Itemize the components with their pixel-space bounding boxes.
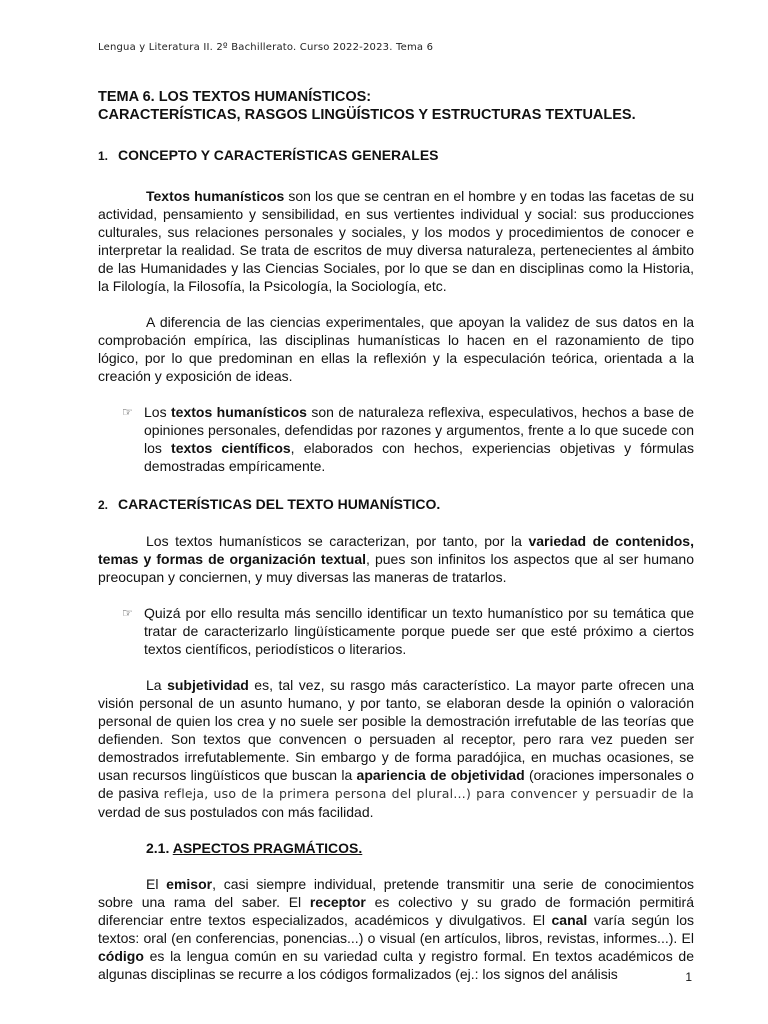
paragraph-text: , pues son infinitos los aspectos que al ser humano preocupan y conciernen, y muy diversas las maneras de tratarlos. [98,551,694,585]
section-2-paragraph-1 [98,532,694,586]
bullet-text: son de naturaleza reflexiva, especulativos, hechos a base de opiniones personales, defendidas por razones y argumentos, frente a lo que sucede con los [144,404,694,456]
paragraph-text: El [146,876,167,892]
term-emisor: emisor [166,876,213,892]
term-apariencia-objetividad: apariencia de objetividad [356,767,525,783]
bullet-text: , elaborados con hechos, experiencias objetivas y fórmulas demostradas empíricamente. [144,440,694,474]
paragraph-text: son los que se centran en el hombre y en todas las facetas de su actividad, pensamiento y sensibilidad, en sus vertientes individual y social: sus producciones culturales, sus relaciones personales y sociales, y los modos y procedimientos de conocer e interpretar la realidad. Se trata de escritos de muy diversa naturaleza, pertenecientes al ámbito de las Humanidades y las Ciencias Sociales, por lo que se dan en disciplinas como la Historia, la Filología, la Filosofía, la Psicología, la Sociología, etc. [98,188,694,294]
document-title-line-2: CARACTERÍSTICAS, RASGOS LINGÜÍSTICOS Y ESTRUCTURAS TEXTUALES. [98,107,636,123]
section-2-heading [98,495,694,514]
section-1-paragraph-1 [98,187,694,295]
paragraph-text-scanned: refleja, uso de la primera persona del plural…) para convencer y persuadir de la [163,786,695,801]
paragraph-text: verdad de sus postulados con más facilidad. [98,804,374,820]
bullet-text: Quizá por ello resulta más sencillo identificar un texto humanístico por su temática que tratar de caracterizarlo lingüísticamente porque puede ser que esté próximo a ciertos textos científicos, periodísticos o literarios. [144,605,694,657]
section-2-title: CARACTERÍSTICAS DEL TEXTO HUMANÍSTICO. [118,496,441,512]
page-number: 1 [685,970,692,984]
term-variedad: variedad de contenidos, temas y formas de organización textual [98,533,694,567]
paragraph-text: , casi siempre individual, pretende transmitir una serie de conocimientos sobre una rama del saber. El [98,876,694,910]
term-canal: canal [551,912,588,928]
paragraph-text: es la lengua común en su variedad culta y registro formal. En textos académicos de algunas disciplinas se recurre a los códigos formalizados (ej.: los signos del análisis [98,948,694,982]
term-receptor: receptor [309,894,366,910]
term-codigo: código [98,948,144,964]
term-textos-humanisticos: Textos humanísticos [146,188,285,204]
section-1-title: CONCEPTO Y CARACTERÍSTICAS GENERALES [118,147,439,163]
paragraph-text: La [146,677,168,693]
section-2-bullet [98,604,694,658]
section-2-number: 2. [98,498,109,512]
section-2-1-title: ASPECTOS PRAGMÁTICOS. [172,840,363,856]
section-1-heading [98,146,694,165]
section-1-bullet [98,403,694,475]
section-2-1-number: 2.1. [146,840,170,856]
document-body [98,88,694,983]
pointing-hand-icon: ☞ [122,606,133,620]
term-subjetividad: subjetividad [167,677,249,693]
section-2-paragraph-2 [98,676,694,821]
pointing-hand-icon: ☞ [122,405,133,419]
paragraph-text: es colectivo y su grado de formación permitirá diferenciar entre textos especializados, académicos y divulgativos. El [98,894,694,928]
running-header: Lengua y Literatura II. 2º Bachillerato. Curso 2022-2023. Tema 6 [98,42,434,53]
section-2-1-paragraph [98,875,694,983]
section-1-paragraph-2: A diferencia de las ciencias experimentales, que apoyan la validez de sus datos en la comprobación empírica, las disciplinas humanísticas lo hacen en el razonamiento de tipo lógico, por lo que predominan en ellas la reflexión y la especulación teórica, orientada a la creación y exposición de ideas. [98,314,694,384]
paragraph-text: (oraciones impersonales o de pasiva [98,767,694,801]
paragraph-text: Los textos humanísticos se caracterizan, por tanto, por la [146,533,529,549]
paragraph-text: varía según los textos: oral (en conferencias, ponencias...) o visual (en artículos, libros, revistas, informes...). El [98,912,694,946]
bullet-text: Los [144,404,172,420]
term-textos-cientificos: textos científicos [171,440,291,456]
term-textos-humanisticos: textos humanísticos [171,404,307,420]
section-1-number: 1. [98,149,109,163]
paragraph-text: es, tal vez, su rasgo más característico. La mayor parte ofrecen una visión personal de un asunto humano, y por tanto, se elaboran desde la opinión o valoración personal de quien los crea y no suele ser posible la demostración irrefutable de las teorías que defienden. Son textos que convencen o persuaden al receptor, pero rara vez pueden ser demostrados irrefutablemente. Sin embargo y de forma paradójica, en muchas ocasiones, se usan recursos lingüísticos que buscan la [98,677,694,783]
document-title-line-1: TEMA 6. LOS TEXTOS HUMANÍSTICOS: [98,89,372,105]
section-2-1-heading [146,839,694,857]
